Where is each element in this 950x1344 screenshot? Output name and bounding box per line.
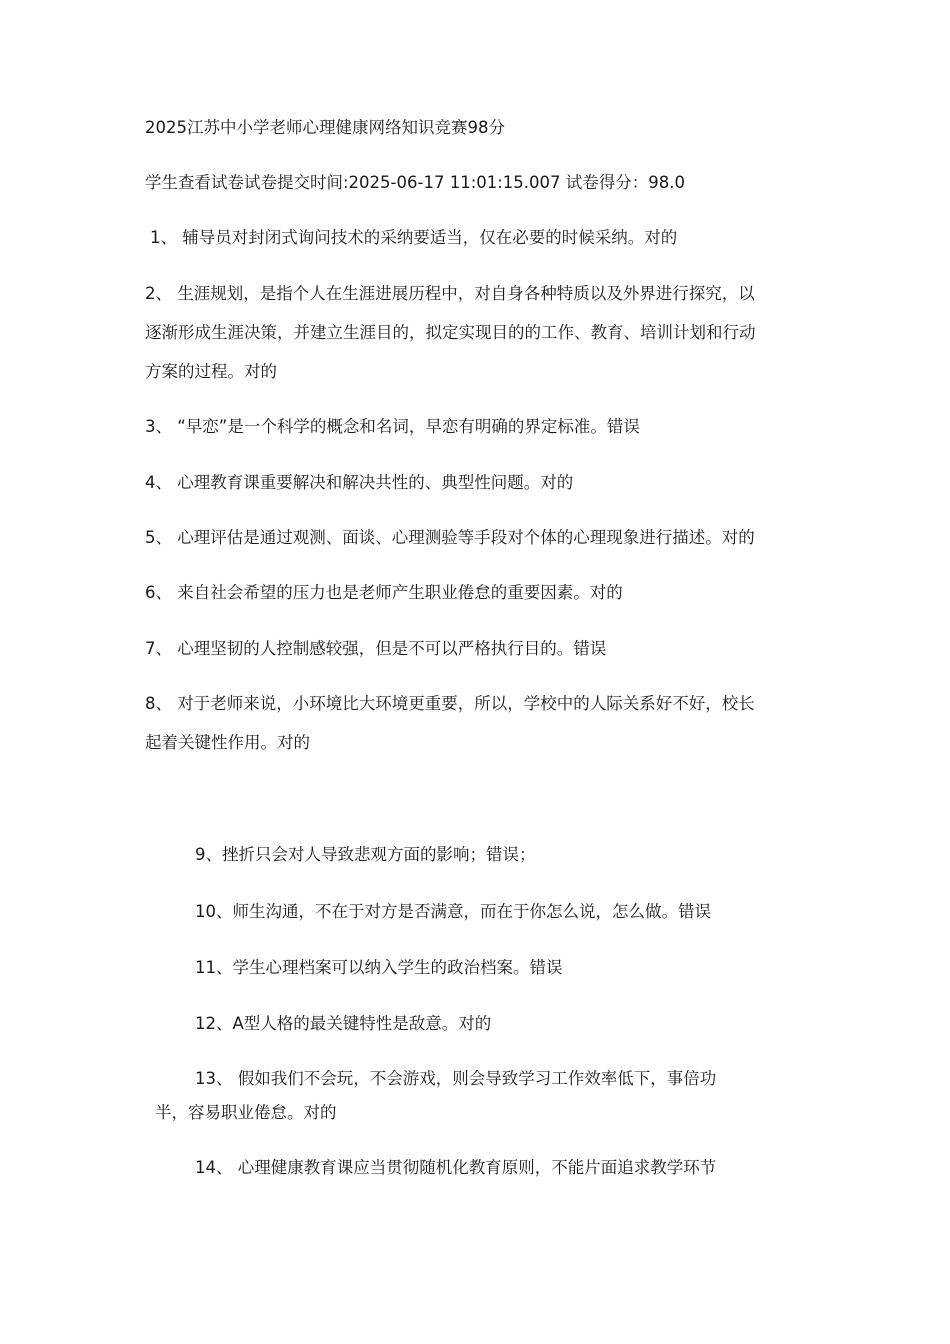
submission-meta: 学生查看试卷试卷提交时间:2025-06-17 11:01:15.007 试卷得分：98.0: [145, 173, 686, 192]
question-2-line-1: 2、 生涯规划，是指个人在生涯进展历程中，对自身各种特质以及外界进行探究，以: [145, 284, 755, 303]
question-3: 3、 “早恋”是一个科学的概念和名词，早恋有明确的界定标准。错误: [145, 417, 640, 436]
question-1: 1、 辅导员对封闭式询问技术的采纳要适当，仅在必要的时候采纳。对的: [150, 228, 678, 247]
question-2-line-3: 方案的过程。对的: [145, 362, 277, 381]
question-14: 14、 心理健康教育课应当贯彻随机化教育原则，不能片面追求教学环节: [195, 1158, 717, 1177]
question-5: 5、 心理评估是通过观测、面谈、心理测验等手段对个体的心理现象进行描述。对的: [145, 528, 755, 547]
question-2-line-2: 逐渐形成生涯决策，并建立生涯目的，拟定实现目的的工作、教育、培训计划和行动: [145, 323, 756, 342]
question-13-line-2: 半，容易职业倦怠。对的: [155, 1103, 337, 1122]
question-9: 9、挫折只会对人导致悲观方面的影响；错误；: [195, 845, 536, 864]
document-title: 2025江苏中小学老师心理健康网络知识竞赛98分: [145, 118, 505, 137]
question-12: 12、A型人格的最关键特性是敌意。对的: [195, 1014, 492, 1033]
question-8-line-2: 起着关键性作用。对的: [145, 733, 310, 752]
question-11: 11、学生心理档案可以纳入学生的政治档案。错误: [195, 958, 563, 977]
question-13-line-1: 13、 假如我们不会玩，不会游戏，则会导致学习工作效率低下，事倍功: [195, 1069, 717, 1088]
question-6: 6、 来自社会希望的压力也是老师产生职业倦怠的重要因素。对的: [145, 583, 623, 602]
question-7: 7、 心理坚韧的人控制感较强，但是不可以严格执行目的。错误: [145, 639, 607, 658]
question-8-line-1: 8、 对于老师来说，小环境比大环境更重要，所以，学校中的人际关系好不好，校长: [145, 694, 755, 713]
question-10: 10、师生沟通，不在于对方是否满意，而在于你怎么说，怎么做。错误: [195, 902, 711, 921]
question-4: 4、 心理教育课重要解决和解决共性的、典型性问题。对的: [145, 473, 574, 492]
